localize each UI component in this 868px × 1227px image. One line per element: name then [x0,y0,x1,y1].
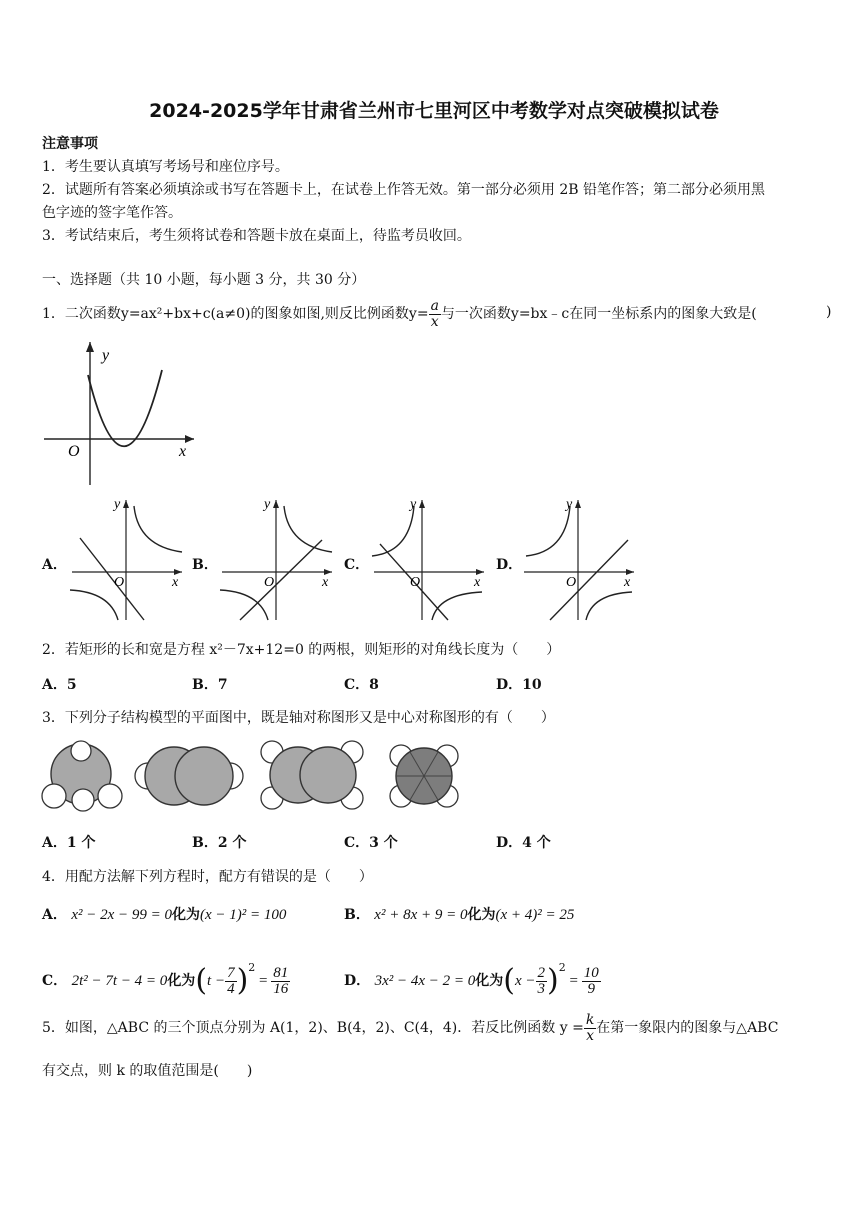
q1-option-b-label: B． [192,557,218,573]
q2-option-b: B．7 [192,677,228,693]
question-2: 2．若矩形的长和宽是方程 x²－7x+12=0 的两根，则矩形的对角线长度为（ ） [42,642,561,658]
svg-text:y: y [264,497,271,512]
q4-a-result: (x − 1)² = 100 [200,907,287,923]
svg-text:O: O [410,575,421,590]
notice-item: 3．考试结束后，考生须将试卷和答题卡放在桌面上，待监考员收回。 [42,228,471,244]
svg-text:x: x [624,575,631,590]
q5-frac-num: k [585,1011,595,1028]
q4-a-label: A． [42,907,67,923]
question-1 [42,296,757,332]
page-title: 2024-2025学年甘肃省兰州市七里河区中考数学对点突破模拟试卷 [149,100,719,122]
q4-c-equation: 2t² − 7t − 4 = 0 [71,973,168,989]
q3-option-a: A．1 个 [42,835,96,851]
q4-b-equation: x² + 8x + 9 = 0 [374,907,468,923]
q4-option-d: D． 3x² − 4x − 2 = 0化为(x − $\frac{2}{3}$ )$^2$ = $\frac{10}{9}$ [344,961,599,998]
svg-text:x: x [322,575,329,590]
q4-d-frac: $\frac{2}{3}$ [537,964,546,997]
q3-option-d: D．4 个 [496,835,551,851]
graph-label-y: y [102,347,110,364]
q4-d-result-frac: $\frac{10}{9}$ [583,964,599,997]
q4-b-result: (x + 4)² = 25 [495,907,575,923]
q1-option-b-graph [218,494,338,624]
q4-c-result-frac: $\frac{81}{16}$ [273,964,289,997]
question-5 [42,1010,778,1046]
svg-text:O: O [264,575,275,590]
q1-option-a-label: A． [42,557,67,573]
q4-a-equation: x² − 2x − 99 = 0 [71,907,173,923]
molecule-2 [134,744,246,806]
notice-heading: 注意事项 [42,136,98,152]
q2-option-a: A．5 [42,677,77,693]
q4-b-mid: 化为 [467,907,496,923]
question-3: 3．下列分子结构模型的平面图中，既是轴对称图形又是中心对称图形的有（ ） [42,710,555,726]
q1-fraction [429,299,441,330]
notice-item: 色字迹的签字笔作答。 [42,205,182,221]
q4-d-label: D． [344,973,371,989]
svg-text:x: x [474,575,481,590]
q4-a-mid: 化为 [172,907,201,923]
q4-c-frac: $\frac{7}{4}$ [227,964,235,997]
svg-text:O: O [566,575,577,590]
svg-text:x: x [172,575,179,590]
q1-paren-close: ) [826,304,832,320]
q1-frac-den: x [430,313,439,330]
q4-c-mid: 化为 [167,973,196,989]
svg-text:y: y [114,497,121,512]
svg-text:y: y [566,497,573,512]
q1-text-before: 1．二次函数y=ax²+bx+c(a≠0)的图象如图,则反比例函数y= [42,306,429,322]
q5-fraction [584,1013,596,1044]
q2-option-c: C．8 [344,677,379,693]
q4-option-b [344,904,574,924]
q1-frac-num: a [430,297,439,314]
q1-option-c-graph [370,494,490,624]
molecule-1 [40,740,130,812]
q5-line2: 有交点，则 k 的取值范围是( ) [42,1063,253,1079]
graph-label-x: x [179,443,187,460]
q4-d-equation: 3x² − 4x − 2 = 0 [374,973,476,989]
q5-frac-den: x [586,1027,594,1044]
svg-text:y: y [410,497,417,512]
q3-option-c: C．3 个 [344,835,398,851]
section-heading: 一、选择题（共 10 小题，每小题 3 分，共 30 分） [42,272,366,288]
q4-option-c: C． 2t² − 7t − 4 = 0化为(t − $\frac{7}{4}$ )$^2$ = $\frac{81}{16}$ [42,961,289,998]
q4-option-a [42,904,286,924]
molecule-4 [384,740,466,812]
q5-text-before: 5．如图，△ABC 的三个顶点分别为 A(1，2)、B(4，2)、C(4，4)．若反比例函数 y = [42,1020,584,1036]
q4-d-mid: 化为 [475,973,504,989]
q2-option-d: D．10 [496,677,542,693]
q5-text-after: 在第一象限内的图象与△ABC [596,1020,779,1036]
q4-b-label: B． [344,907,370,923]
question-4: 4．用配方法解下列方程时，配方有错误的是（ ） [42,869,373,885]
q1-option-d-label: D． [496,557,523,573]
q1-option-c-label: C． [344,557,370,573]
q1-text-after: 与一次函数y=bx﹣c在同一坐标系内的图象大致是( [440,306,757,322]
molecule-3 [256,738,370,814]
q4-c-var: t − [207,973,226,989]
notice-item: 2．试题所有答案必须填涂或书写在答题卡上，在试卷上作答无效。第一部分必须用 2B 铅笔作答；第二部分必须用黑 [42,182,765,198]
svg-text:O: O [114,575,125,590]
graph-label-o: O [68,443,80,460]
notice-item: 1．考生要认真填写考场号和座位序号。 [42,159,289,175]
q1-option-d-graph [520,494,640,624]
q3-option-b: B．2 个 [192,835,247,851]
q4-c-label: C． [42,973,68,989]
q4-d-var: x − [515,973,536,989]
parabola-figure [44,340,204,490]
q1-option-a-graph [68,494,188,624]
